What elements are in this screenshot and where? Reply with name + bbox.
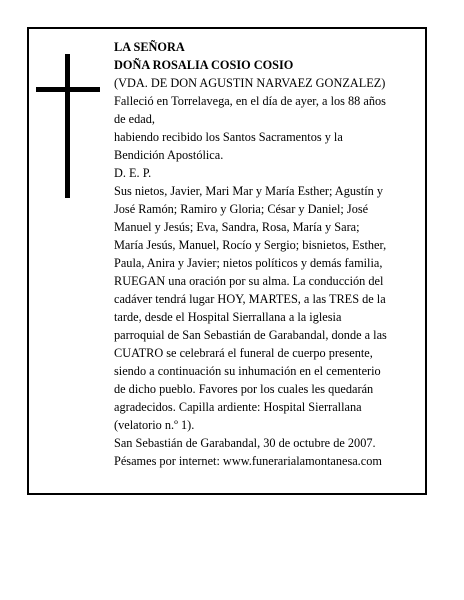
notice-title: LA SEÑORA: [114, 40, 185, 54]
widow-of-line: (VDA. DE DON AGUSTIN NARVAEZ GONZALEZ): [114, 76, 386, 90]
notice-line: RUEGAN una oración por su alma. La conducción del: [114, 274, 384, 288]
cross-vertical-bar: [65, 54, 70, 198]
notice-line: habiendo recibido los Santos Sacramentos y la: [114, 130, 343, 144]
cross-horizontal-bar: [36, 87, 100, 92]
notice-line: María Jesús, Manuel, Rocío y Sergio; bisnietos, Esther,: [114, 238, 387, 252]
notice-line: siendo a continuación su inhumación en el cementerio: [114, 364, 381, 378]
deceased-name: DOÑA ROSALIA COSIO COSIO: [114, 58, 294, 72]
place-date-line: San Sebastián de Garabandal, 30 de octubre de 2007.: [114, 436, 376, 450]
notice-line: Bendición Apostólica.: [114, 148, 224, 162]
notice-line: José Ramón; Ramiro y Gloria; César y Daniel; José: [114, 202, 369, 216]
notice-line: parroquial de San Sebastián de Garabandal, donde a las: [114, 328, 387, 342]
notice-line: Manuel y Jesús; Eva, Sandra, Rosa, María y Sara;: [114, 220, 360, 234]
notice-line: Falleció en Torrelavega, en el día de ayer, a los 88 años: [114, 94, 386, 108]
notice-line: tarde, desde el Hospital Sierrallana a la iglesia: [114, 310, 342, 324]
notice-line: de edad,: [114, 112, 155, 126]
notice-line: (velatorio n.º 1).: [114, 418, 195, 432]
notice-line: Sus nietos, Javier, Mari Mar y María Esther; Agustín y: [114, 184, 383, 198]
rip-line: D. E. P.: [114, 166, 152, 180]
obituary-text: [114, 38, 424, 470]
latin-cross-icon: [36, 54, 100, 198]
notice-line: agradecidos. Capilla ardiente: Hospital Sierrallana: [114, 400, 362, 414]
notice-line: Paula, Anira y Javier; nietos políticos y demás familia,: [114, 256, 383, 270]
notice-line: cadáver tendrá lugar HOY, MARTES, a las TRES de la: [114, 292, 386, 306]
notice-line: CUATRO se celebrará el funeral de cuerpo presente,: [114, 346, 373, 360]
notice-line: de dicho pueblo. Favores por los cuales les quedarán: [114, 382, 374, 396]
condolences-link-line: Pésames por internet: www.funerarialamontanesa.com: [114, 454, 382, 468]
